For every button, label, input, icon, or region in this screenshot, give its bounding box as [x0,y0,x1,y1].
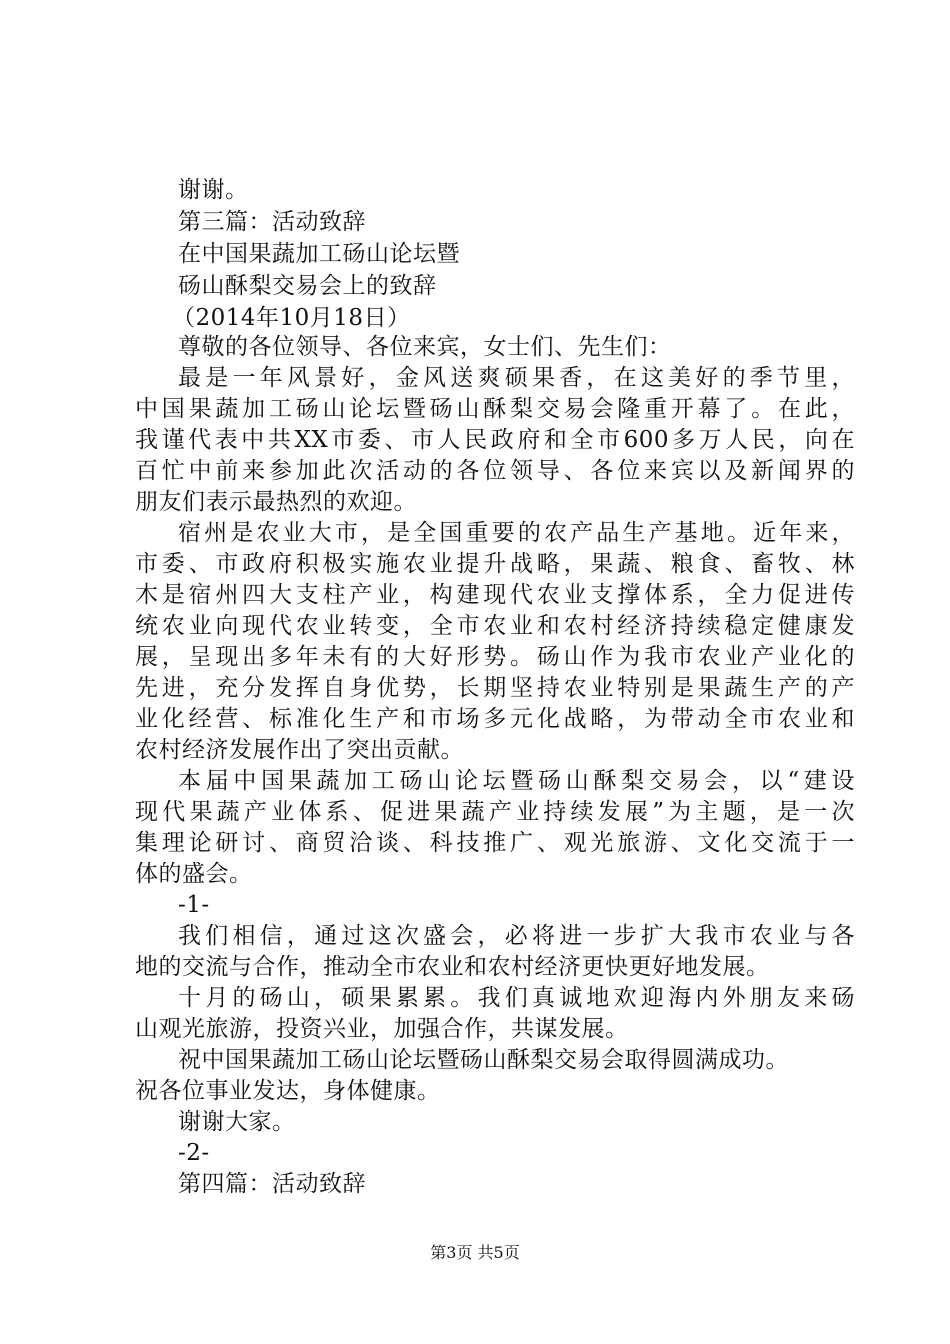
paragraph-line: 山观光旅游，投资兴业，加强合作，共谋发展。 [135,1016,629,1042]
paragraph-line: 中国果蔬加工砀山论坛暨砀山酥梨交易会隆重开幕了。在此， [135,396,855,422]
speech-title-line-2: 砀山酥梨交易会上的致辞 [178,273,437,299]
paragraph-line: 木是宿州四大支柱产业，构建现代农业支撑体系，全力促进传 [135,582,855,608]
paragraph-line: 我们相信，通过这次盛会，必将进一步扩大我市农业与各 [178,923,855,949]
paragraph-line: 朋友们表示最热烈的欢迎。 [135,489,417,515]
paragraph-line: 本届中国果蔬加工砀山论坛暨砀山酥梨交易会，以“建设 [178,768,855,794]
paragraph-line: 农村经济发展作出了突出贡献。 [135,737,464,763]
page-marker-1: -1- [178,892,210,918]
paragraph-line: 业化经营、标准化生产和市场多元化战略，为带动全市农业和 [135,706,855,732]
paragraph-line: 百忙中前来参加此次活动的各位领导、各位来宾以及新闻界的 [135,458,855,484]
paragraph-line: 集理论研讨、商贸洽谈、科技推广、观光旅游、文化交流于一 [135,830,855,856]
closing-thanks-all: 谢谢大家。 [178,1109,296,1135]
section-heading-3: 第三篇：活动致辞 [178,209,366,235]
paragraph-line: 祝各位事业发达，身体健康。 [135,1078,441,1104]
page-footer: 第3页 共5页 [430,1243,520,1262]
section-heading-4: 第四篇：活动致辞 [178,1171,366,1197]
paragraph-line: 我谨代表中共XX市委、市人民政府和全市600多万人民，向在 [135,427,855,453]
speech-title-line-1: 在中国果蔬加工砀山论坛暨 [178,241,460,267]
paragraph-line: 十月的砀山，硕果累累。我们真诚地欢迎海内外朋友来砀 [178,985,855,1011]
paragraph-line: 统农业向现代农业转变，全市农业和农村经济持续稳定健康发 [135,613,855,639]
paragraph-line: 祝中国果蔬加工砀山论坛暨砀山酥梨交易会取得圆满成功。 [178,1047,789,1073]
speech-date: （2014年10月18日） [172,305,411,331]
paragraph-line: 市委、市政府积极实施农业提升战略，果蔬、粮食、畜牧、林 [135,551,855,577]
salutation: 尊敬的各位领导、各位来宾，女士们、先生们： [178,334,672,360]
closing-thanks: 谢谢。 [178,177,249,203]
paragraph-line: 现代果蔬产业体系、促进果蔬产业持续发展”为主题，是一次 [135,799,855,825]
paragraph-line: 最是一年风景好，金风送爽硕果香，在这美好的季节里， [178,365,855,391]
page-marker-2: -2- [178,1140,210,1166]
paragraph-line: 先进，充分发挥自身优势，长期坚持农业特别是果蔬生产的产 [135,675,855,701]
paragraph-line: 宿州是农业大市，是全国重要的农产品生产基地。近年来， [178,520,855,546]
paragraph-line: 展，呈现出多年未有的大好形势。砀山作为我市农业产业化的 [135,644,855,670]
paragraph-line: 地的交流与合作，推动全市农业和农村经济更快更好地发展。 [135,954,770,980]
paragraph-line: 体的盛会。 [135,861,253,887]
